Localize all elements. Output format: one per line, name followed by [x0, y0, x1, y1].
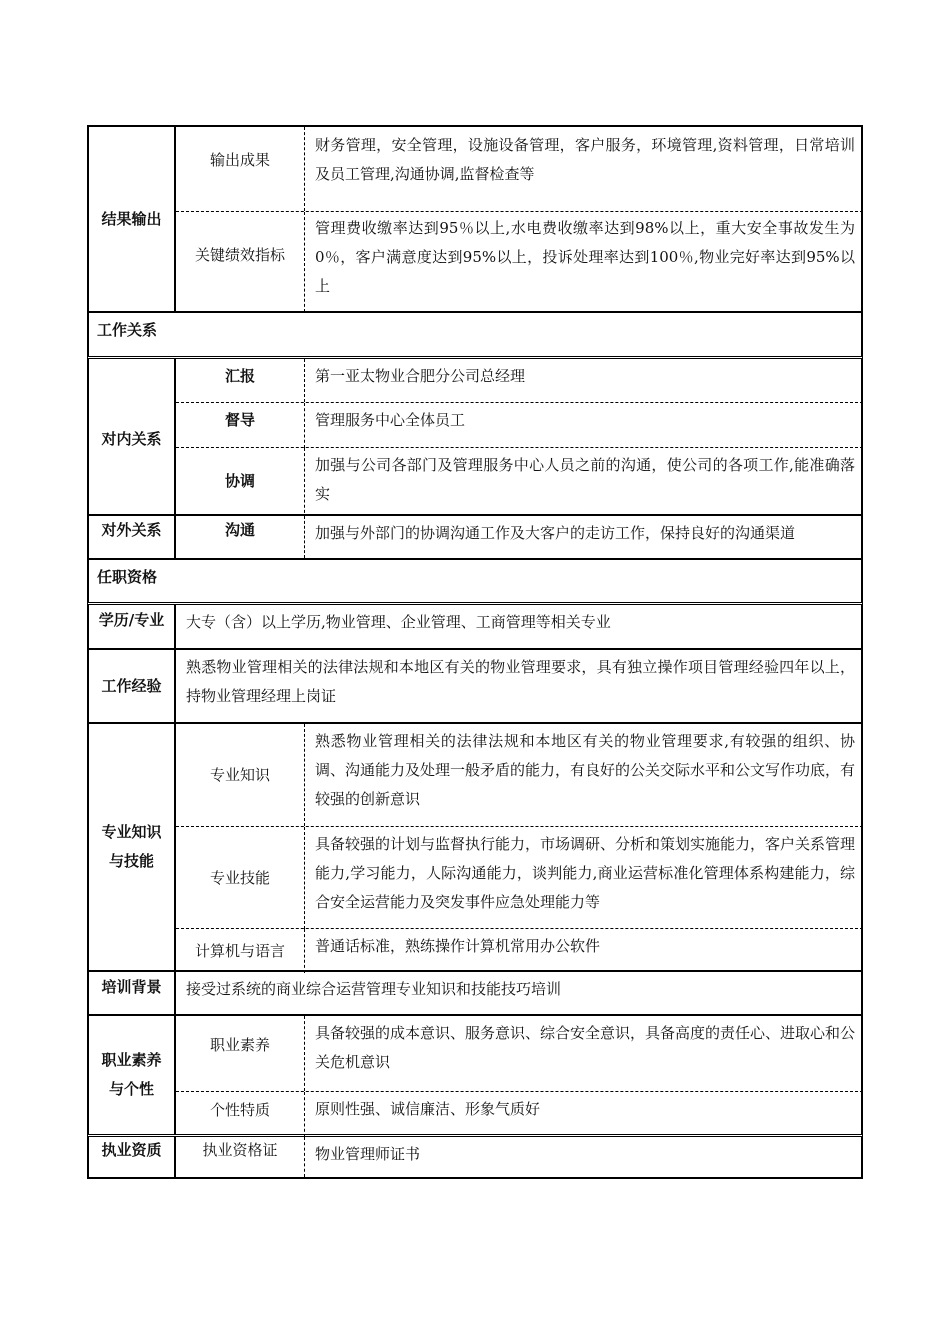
kpi-row	[176, 211, 863, 312]
qualifications-title: 任职资格	[97, 568, 158, 586]
training-label: 培训背景	[101, 977, 162, 996]
kpi-content: 管理费收缴率达到95％以上,水电费收缴率达到98%以上，重大安全事故发生为0％，客户满意度达到95%以上，投诉处理率达到100％,物业完好率达到95%以上	[304, 212, 863, 312]
external-relations-block	[87, 514, 863, 558]
training-row	[87, 970, 863, 1014]
external-relations-label: 对外关系	[101, 520, 162, 539]
skills-row	[176, 826, 863, 929]
experience-row	[87, 648, 863, 722]
coordinate-content: 加强与公司各部门及管理服务中心人员之前的沟通，使公司的各项工作,能准确落实	[304, 448, 863, 518]
experience-label: 工作经验	[101, 676, 162, 695]
external-communicate-content: 加强与外部门的协调沟通工作及大客户的走访工作，保持良好的沟通渠道	[304, 516, 863, 558]
internal-relations-label: 对内关系	[101, 430, 162, 448]
certification-row	[87, 1134, 863, 1179]
quality-row	[176, 1016, 863, 1091]
report-label: 汇报	[224, 367, 255, 385]
coordinate-row	[176, 447, 863, 518]
coordinate-label: 协调	[224, 471, 255, 490]
quality-content: 具备较强的成本意识、服务意识、综合安全意识，具备高度的责任心、进取心和公关危机意识	[304, 1016, 863, 1091]
supervise-row	[176, 402, 863, 448]
result-output-label: 结果输出	[101, 209, 162, 228]
education-row	[87, 602, 863, 648]
job-description-document	[87, 125, 863, 1179]
education-label: 学历/专业	[98, 611, 165, 629]
certification-sub-label: 执业资格证	[174, 1137, 304, 1177]
computer-language-row	[176, 928, 863, 973]
knowledge-content: 熟悉物业管理相关的法律法规和本地区有关的物业管理要求,有较强的组织、协调、沟通能力及处理一般矛盾的能力，有良好的公关交际水平和公文写作功底，有较强的创新意识	[304, 724, 863, 826]
certification-label: 执业资质	[101, 1140, 162, 1159]
personality-content: 原则性强、诚信廉洁、形象气质好	[304, 1092, 863, 1137]
personality-label: 个性特质	[209, 1101, 270, 1119]
output-results-content: 财务管理，安全管理，设施设备管理，客户服务，环境管理,资料管理，日常培训及员工管理,沟通协调,监督检查等	[304, 127, 863, 211]
output-results-label: 输出成果	[209, 150, 270, 169]
personality-row	[176, 1091, 863, 1137]
supervise-label: 督导	[224, 411, 255, 429]
job-description-table	[87, 125, 863, 1179]
knowledge-skills-block	[87, 722, 863, 970]
qualifications-section	[87, 558, 863, 602]
work-relations-title: 工作关系	[97, 321, 158, 339]
external-communicate-label: 沟通	[174, 516, 304, 558]
professional-quality-items	[174, 1016, 863, 1134]
professional-quality-block	[87, 1014, 863, 1134]
internal-relations-items	[174, 359, 863, 514]
computer-language-content: 普通话标准，熟练操作计算机常用办公软件	[304, 929, 863, 973]
knowledge-skills-items	[174, 724, 863, 970]
quality-label: 职业素养	[209, 1036, 270, 1054]
internal-relations-block	[87, 356, 863, 514]
training-content: 接受过系统的商业综合运营管理专业知识和技能技巧培训	[174, 972, 863, 1014]
skills-label: 专业技能	[209, 868, 270, 887]
knowledge-label: 专业知识	[209, 765, 270, 784]
result-output-sub	[174, 127, 863, 311]
professional-quality-label: 职业素养与个性	[101, 1051, 162, 1098]
result-output-block	[87, 125, 863, 311]
certification-content: 物业管理师证书	[304, 1137, 863, 1177]
supervise-content: 管理服务中心全体员工	[304, 403, 863, 448]
work-relations-section	[87, 311, 863, 356]
kpi-label: 关键绩效指标	[194, 245, 285, 264]
knowledge-skills-label: 专业知识与技能	[101, 823, 162, 870]
experience-content: 熟悉物业管理相关的法律法规和本地区有关的物业管理要求，具有独立操作项目管理经验四年以上，持物业管理经理上岗证	[174, 650, 863, 722]
knowledge-row	[176, 724, 863, 826]
report-content: 第一亚太物业合肥分公司总经理	[304, 359, 863, 402]
education-content: 大专（含）以上学历,物业管理、企业管理、工商管理等相关专业	[174, 605, 863, 648]
report-row	[176, 359, 863, 402]
output-results-row	[176, 127, 863, 211]
computer-language-label: 计算机与语言	[194, 941, 285, 960]
skills-content: 具备较强的计划与监督执行能力，市场调研、分析和策划实施能力，客户关系管理能力,学习能力，人际沟通能力，谈判能力,商业运营标准化管理体系构建能力，综合安全运营能力及突发事件应急处理能力等	[304, 827, 863, 929]
